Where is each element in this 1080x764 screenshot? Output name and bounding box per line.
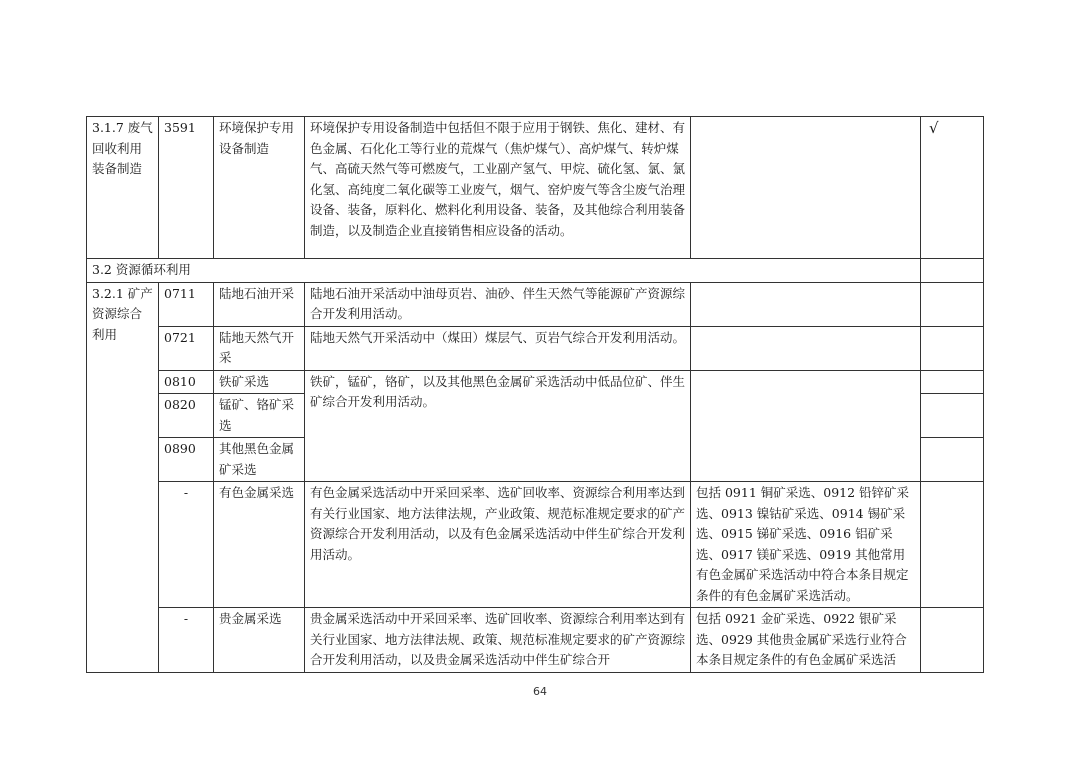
industry-name-cell: 有色金属采选: [214, 482, 305, 608]
category-cell: 3.2.1 矿产资源综合利用: [87, 282, 159, 672]
code-cell: 0711: [159, 282, 214, 326]
code-cell: -: [159, 608, 214, 673]
remark-cell: [691, 282, 921, 326]
table-row: [87, 326, 984, 370]
table-row: [87, 370, 984, 394]
industry-name-cell: 锰矿、铬矿采选: [214, 394, 305, 438]
page-number: 64: [533, 685, 547, 698]
remark-cell: [691, 370, 921, 482]
industry-name-cell: 铁矿采选: [214, 370, 305, 394]
check-mark: √: [921, 117, 984, 259]
description-cell: 陆地天然气开采活动中（煤田）煤层气、页岩气综合开发利用活动。: [305, 326, 691, 370]
table-row: [87, 608, 984, 673]
remark-cell: 包括 0911 铜矿采选、0912 铅锌矿采选、0913 镍钴矿采选、0914 锡矿采选、0915 锑矿采选、0916 铝矿采选、0917 镁矿采选、0919 其他常用有色金属矿采选活动中符合本条目规定条件的有色金属矿采选活动。: [691, 482, 921, 608]
category-cell: 3.1.7 废气回收利用装备制造: [87, 117, 159, 259]
code-cell: 0820: [159, 394, 214, 438]
code-cell: 0810: [159, 370, 214, 394]
industry-name-cell: 陆地石油开采: [214, 282, 305, 326]
table-row: [87, 482, 984, 608]
industry-name-cell: 环境保护专用设备制造: [214, 117, 305, 259]
mark-cell: [921, 438, 984, 482]
remark-cell: 包括 0921 金矿采选、0922 银矿采选、0929 其他贵金属矿采选行业符合本条目规定条件的有色金属矿采选活: [691, 608, 921, 673]
industry-classification-table: [86, 116, 984, 673]
description-cell: 铁矿，锰矿，铬矿，以及其他黑色金属矿采选活动中低品位矿、伴生矿综合开发利用活动。: [305, 370, 691, 482]
description-cell: 有色金属采选活动中开采回采率、选矿回收率、资源综合利用率达到有关行业国家、地方法律法规，产业政策、规范标准规定要求的矿产资源综合开发利用活动，以及有色金属采选活动中伴生矿综合开发利用活动。: [305, 482, 691, 608]
description-cell: 贵金属采选活动中开采回采率、选矿回收率、资源综合利用率达到有关行业国家、地方法律法规、政策、规范标准规定要求的矿产资源综合开发利用活动，以及贵金属采选活动中伴生矿综合开: [305, 608, 691, 673]
code-cell: -: [159, 482, 214, 608]
section-title: 3.2 资源循环利用: [87, 259, 921, 283]
mark-cell: [921, 370, 984, 394]
code-cell: 0721: [159, 326, 214, 370]
description-cell: 陆地石油开采活动中油母页岩、油砂、伴生天然气等能源矿产资源综合开发利用活动。: [305, 282, 691, 326]
mark-cell: [921, 326, 984, 370]
mark-cell: [921, 282, 984, 326]
industry-name-cell: 其他黑色金属矿采选: [214, 438, 305, 482]
mark-cell: [921, 608, 984, 673]
section-row: [87, 259, 984, 283]
mark-cell: [921, 482, 984, 608]
industry-name-cell: 陆地天然气开采: [214, 326, 305, 370]
mark-cell: [921, 259, 984, 283]
table-row: [87, 282, 984, 326]
industry-name-cell: 贵金属采选: [214, 608, 305, 673]
remark-cell: [691, 117, 921, 259]
mark-cell: [921, 394, 984, 438]
code-cell: 0890: [159, 438, 214, 482]
remark-cell: [691, 326, 921, 370]
description-cell: 环境保护专用设备制造中包括但不限于应用于钢铁、焦化、建材、有色金属、石化化工等行业的荒煤气（焦炉煤气）、高炉煤气、转炉煤气、高硫天然气等可燃废气，工业副产氢气、甲烷、硫化氢、氯、氯化氢、高纯度二氧化碳等工业废气，烟气、窑炉废气等含尘废气治理设备、装备，原料化、燃料化利用设备、装备，及其他综合利用装备制造，以及制造企业直接销售相应设备的活动。: [305, 117, 691, 259]
code-cell: 3591: [159, 117, 214, 259]
table-row: [87, 117, 984, 259]
